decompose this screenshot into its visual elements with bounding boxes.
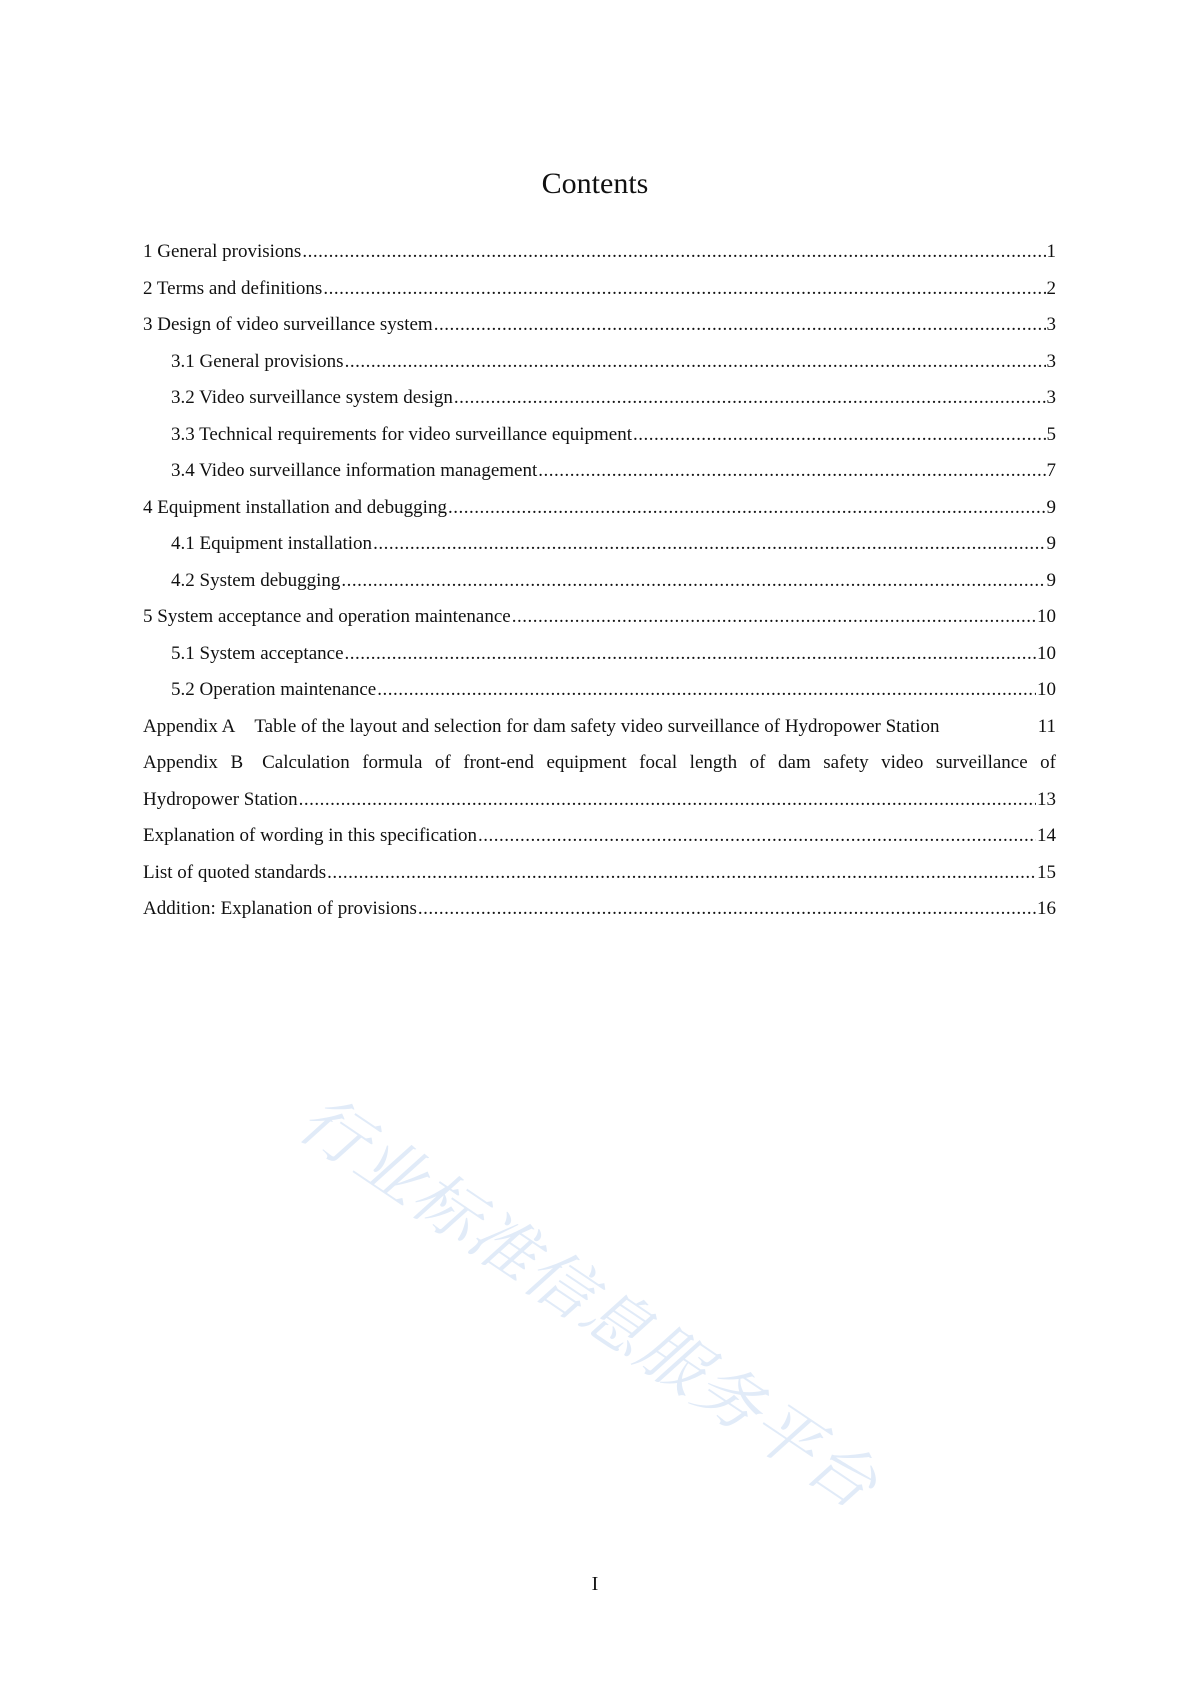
toc-entry-label: Appendix A Table of the layout and selection for dam safety video surveillance of Hydropower Station xyxy=(143,715,940,737)
page-title: Contents xyxy=(541,167,649,200)
toc-entry-quoted-standards[interactable] xyxy=(143,855,1056,892)
toc-entry-3-4[interactable] xyxy=(143,453,1056,490)
dot-leader xyxy=(633,417,1045,454)
toc-entry-page: 10 xyxy=(1037,606,1056,627)
toc-entry-label: 3.2 Video surveillance system design xyxy=(171,387,453,408)
toc-entry-appendix-a[interactable] xyxy=(143,709,1056,746)
toc-entry-label: Explanation of wording in this specification xyxy=(143,825,478,846)
toc-entry-page: 13 xyxy=(1037,788,1056,810)
toc-entry-page: 7 xyxy=(1046,460,1056,481)
toc-entry-4-2[interactable] xyxy=(143,563,1056,600)
toc-entry-3-1[interactable] xyxy=(143,344,1056,381)
toc-entry-appendix-b[interactable] xyxy=(143,745,1056,782)
toc-entry-3-3[interactable] xyxy=(143,417,1056,454)
dot-leader xyxy=(434,307,1046,344)
dot-leader xyxy=(302,234,1045,271)
toc-entry-page: 3 xyxy=(1046,350,1056,372)
toc-entry-page: 9 xyxy=(1046,533,1056,554)
toc-entry-page: 16 xyxy=(1037,898,1056,919)
dot-leader xyxy=(373,526,1045,563)
toc-entry-label: 5.1 System acceptance xyxy=(171,642,344,664)
toc-entry-label: 5 System acceptance and operation maintenance xyxy=(143,606,511,627)
toc-entry-1[interactable] xyxy=(143,234,1056,271)
toc-entry-label: 2 Terms and definitions xyxy=(143,277,323,299)
toc-entry-page: 1 xyxy=(1046,241,1056,262)
toc-entry-2[interactable] xyxy=(143,271,1056,308)
toc-entry-addition[interactable] xyxy=(143,891,1056,928)
dot-leader xyxy=(448,490,1046,527)
toc-entry-label: Addition: Explanation of provisions xyxy=(143,898,417,919)
toc-entry-page: 3 xyxy=(1046,387,1056,408)
dot-leader xyxy=(345,344,1046,381)
dot-leader xyxy=(345,636,1036,673)
page-number: I xyxy=(591,1573,599,1595)
toc-entry-page: 9 xyxy=(1046,496,1056,518)
dot-leader xyxy=(377,672,1036,709)
toc-entry-page: 14 xyxy=(1037,825,1056,846)
toc-entry-label: 4.2 System debugging xyxy=(171,569,341,591)
toc-entry-4[interactable] xyxy=(143,490,1056,527)
dot-leader xyxy=(341,563,1045,600)
dot-leader xyxy=(512,599,1036,636)
toc-entry-label: 4.1 Equipment installation xyxy=(171,533,373,554)
toc-entry-label: 1 General provisions xyxy=(143,241,302,262)
toc-entry-label: 5.2 Operation maintenance xyxy=(171,679,377,700)
dot-leader xyxy=(299,782,1036,819)
toc-entry-label: Appendix B Calculation formula of front-end equipment focal length of dam safety video surveillance of xyxy=(143,752,1056,773)
toc-entry-5[interactable] xyxy=(143,599,1056,636)
toc-entry-explanation-wording[interactable] xyxy=(143,818,1056,855)
watermark: 行业标准信息服务平台 xyxy=(285,1080,892,1525)
toc-entry-page: 9 xyxy=(1046,569,1056,591)
dot-leader xyxy=(327,855,1036,892)
toc-entry-page: 3 xyxy=(1046,314,1056,335)
dot-leader xyxy=(538,453,1045,490)
toc-entry-4-1[interactable] xyxy=(143,526,1056,563)
dot-leader xyxy=(418,891,1036,928)
toc-entry-5-2[interactable] xyxy=(143,672,1056,709)
toc-entry-3[interactable] xyxy=(143,307,1056,344)
table-of-contents xyxy=(143,234,1056,928)
dot-leader xyxy=(454,380,1046,417)
toc-entry-3-2[interactable] xyxy=(143,380,1056,417)
dot-leader xyxy=(478,818,1036,855)
toc-entry-label: 3 Design of video surveillance system xyxy=(143,314,433,335)
toc-entry-appendix-b-cont[interactable] xyxy=(143,782,1056,819)
toc-entry-label: List of quoted standards xyxy=(143,861,327,883)
toc-entry-page: 15 xyxy=(1037,861,1056,883)
toc-entry-page: 11 xyxy=(1037,715,1056,737)
toc-entry-label-continued: Hydropower Station xyxy=(143,788,298,810)
toc-entry-label: 4 Equipment installation and debugging xyxy=(143,496,447,518)
toc-entry-page: 2 xyxy=(1046,277,1056,299)
toc-entry-page: 10 xyxy=(1037,679,1056,700)
toc-entry-page: 5 xyxy=(1046,423,1056,445)
toc-entry-label: 3.3 Technical requirements for video surveillance equipment xyxy=(171,423,633,445)
toc-entry-label: 3.1 General provisions xyxy=(171,350,344,372)
toc-entry-page: 10 xyxy=(1037,642,1056,664)
toc-entry-5-1[interactable] xyxy=(143,636,1056,673)
dot-leader xyxy=(323,271,1045,308)
toc-entry-label: 3.4 Video surveillance information management xyxy=(171,460,538,481)
